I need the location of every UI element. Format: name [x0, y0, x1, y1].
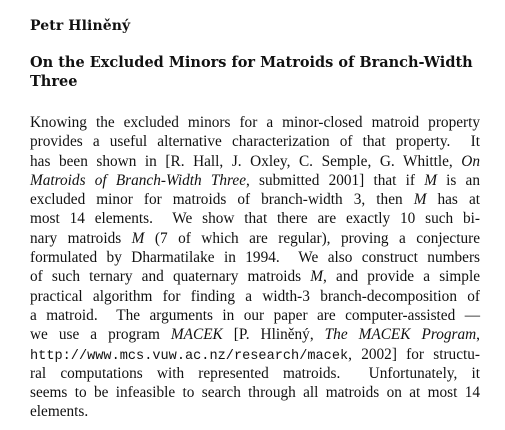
abstract-line: provides a useful alternative characterization of that property. It [30, 133, 480, 151]
author-name: Petr Hliněný [30, 18, 131, 34]
abstract-line: a matroid. The arguments in our paper are computer-assisted — [30, 306, 480, 324]
text-run: is an [436, 171, 480, 189]
text-run: excluded minor for matroids of branch-width 3, then [30, 191, 414, 209]
abstract-line [30, 325, 480, 344]
abstract-line: elements. [30, 403, 89, 421]
text-run: [P. Hliněný, [222, 326, 325, 344]
math-symbol: M [310, 268, 324, 286]
text-run: , 2002] for structu- [348, 345, 480, 363]
abstract-line [30, 267, 480, 286]
abstract-line [30, 171, 480, 190]
text-run: has at [426, 191, 480, 209]
title-line: Three [30, 73, 78, 91]
italic-run: The MACEK Program [324, 326, 477, 344]
text-run: we use a program [30, 326, 171, 344]
title-line: On the Excluded Minors for Matroids of Branch-Width [30, 54, 473, 71]
abstract-line: Knowing the excluded minors for a minor-closed matroid property [30, 114, 480, 131]
italic-run: On [461, 152, 480, 170]
math-symbol: M [131, 229, 145, 247]
abstract-line: ral computations with represented matroids. Unfortunately, it [30, 364, 480, 382]
text-run: , submitted 2001] that if [246, 171, 425, 189]
text-run: (7 of which are regular), proving a conjecture [144, 229, 480, 247]
abstract-line [30, 345, 480, 364]
abstract-line: formulated by Dharmatilake in 1994. We also construct numbers [30, 249, 480, 267]
abstract-line [30, 152, 480, 171]
abstract-text [30, 113, 480, 422]
text-run: , [476, 326, 480, 344]
math-symbol: M [413, 191, 427, 209]
italic-run: MACEK [170, 326, 223, 344]
text-run: , and provide a simple [323, 268, 480, 286]
italic-run: Matroids of Branch-Width Three [30, 171, 246, 189]
abstract-line: seems to be infeasible to search through all matroids on at most 14 [30, 384, 480, 402]
abstract-line [30, 190, 480, 209]
abstract-line: most 14 elements. We show that there are exactly 10 such bi- [30, 210, 480, 228]
url-link[interactable]: http://www.mcs.vuw.ac.nz/research/macek [30, 348, 349, 364]
abstract-line: practical algorithm for finding a width-3 branch-decomposition of [30, 287, 480, 305]
text-run: of such ternary and quaternary matroids [30, 268, 311, 286]
text-run: nary matroids [30, 229, 132, 247]
abstract-line [30, 229, 480, 248]
text-run: has been shown in [R. Hall, J. Oxley, C. Semple, G. Whittle, [30, 152, 462, 170]
math-symbol: M [424, 171, 437, 189]
paper-title [30, 54, 485, 93]
